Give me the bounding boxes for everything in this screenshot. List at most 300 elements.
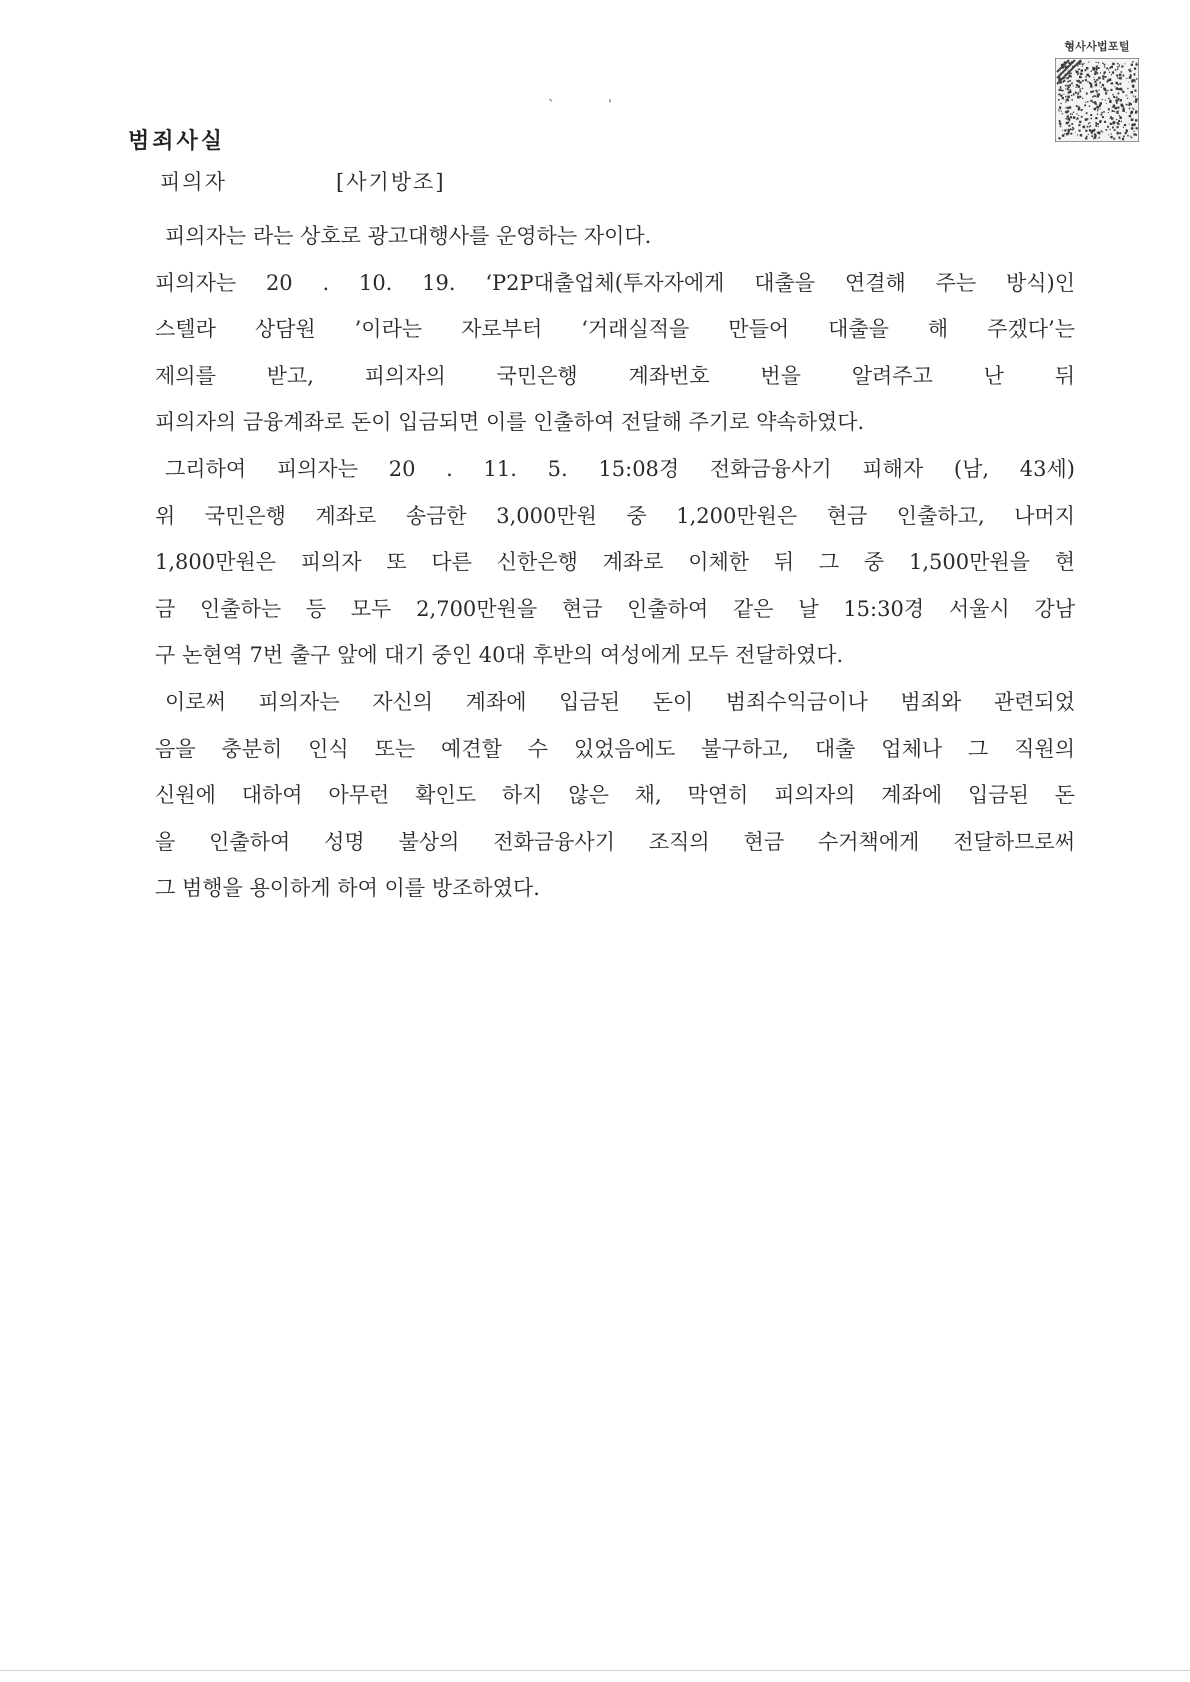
qr-module (1135, 98, 1138, 101)
qr-module (1123, 107, 1125, 109)
qr-module (1107, 126, 1109, 128)
qr-module (1115, 107, 1118, 110)
qr-module (1117, 126, 1119, 128)
qr-module (1127, 88, 1128, 89)
qr-module (1135, 134, 1137, 136)
qr-module (1097, 114, 1098, 115)
qr-module (1073, 86, 1074, 87)
qr-module (1075, 91, 1076, 92)
qr-module (1094, 108, 1097, 111)
qr-module (1133, 109, 1134, 110)
qr-module (1118, 107, 1119, 108)
qr-module (1104, 64, 1106, 66)
body-line: 제의를 받고, 피의자의 국민은행 계좌번호 번을 알려주고 난 뒤 (155, 363, 1075, 388)
qr-module (1065, 85, 1067, 87)
qr-module (1117, 63, 1118, 64)
qr-module (1070, 129, 1072, 131)
qr-module (1060, 126, 1061, 127)
qr-module (1066, 129, 1067, 130)
qr-module (1076, 85, 1078, 87)
qr-module (1085, 130, 1087, 132)
qr-module (1135, 101, 1137, 103)
qr-module (1087, 101, 1088, 102)
qr-module (1072, 114, 1073, 115)
qr-module (1126, 130, 1128, 132)
qr-module (1111, 134, 1112, 135)
qr-module (1065, 111, 1066, 112)
qr-module (1114, 129, 1116, 131)
qr-module (1090, 85, 1092, 87)
qr-module (1060, 86, 1061, 87)
facts-body (155, 213, 1075, 912)
qr-module (1117, 88, 1119, 90)
qr-module (1084, 104, 1086, 106)
qr-module (1134, 68, 1136, 70)
qr-module (1085, 76, 1086, 77)
body-line: 피의자의 금융계좌로 돈이 입금되면 이를 인출하여 전달해 주기로 약속하였다. (155, 410, 865, 435)
qr-module (1096, 62, 1097, 63)
qr-module (1077, 97, 1079, 99)
qr-module (1082, 66, 1083, 67)
qr-module (1110, 129, 1111, 130)
qr-module (1135, 119, 1137, 121)
qr-module (1077, 134, 1078, 135)
qr-module (1091, 132, 1093, 134)
qr-module (1068, 133, 1070, 135)
qr-module (1059, 89, 1061, 91)
qr-module (1077, 65, 1078, 66)
qr-module (1096, 66, 1097, 67)
qr-module (1102, 84, 1103, 85)
qr-module (1105, 92, 1107, 94)
qr-module (1115, 69, 1117, 71)
qr-module (1065, 89, 1066, 90)
qr-module (1133, 101, 1134, 102)
qr-module (1078, 85, 1081, 88)
qr-module (1135, 97, 1136, 98)
qr-module (1058, 99, 1060, 101)
body-line: 피의자는 20 . 10. 19. ‘P2P대출업체(투자자에게 대출을 연결해 주는 방식)인 (155, 270, 1075, 295)
qr-module (1062, 134, 1065, 137)
qr-module (1096, 79, 1098, 81)
qr-module (1087, 118, 1089, 120)
qr-module (1130, 75, 1132, 77)
qr-module (1121, 71, 1122, 72)
qr-module (1130, 112, 1132, 114)
qr-module (1069, 91, 1072, 94)
qr-module (1119, 77, 1122, 80)
qr-module (1062, 113, 1063, 114)
qr-module (1129, 70, 1131, 72)
qr-module (1067, 99, 1069, 101)
qr-module (1095, 135, 1096, 136)
qr-module (1116, 112, 1118, 114)
qr-module (1079, 121, 1081, 123)
qr-module (1091, 118, 1093, 120)
qr-module (1135, 112, 1137, 114)
qr-module (1059, 110, 1060, 111)
body-line: 이로써 피의자는 자신의 계좌에 입금된 돈이 범죄수익금이나 범죄와 관련되었 (165, 689, 1075, 714)
qr-module (1136, 78, 1138, 80)
scan-speck: ˈ (608, 98, 612, 114)
qr-module (1119, 83, 1121, 85)
qr-module (1085, 69, 1087, 71)
qr-module (1116, 97, 1118, 99)
qr-module (1076, 80, 1078, 82)
qr-module (1098, 90, 1099, 91)
qr-module (1105, 76, 1107, 78)
body-line: 피의자는 라는 상호로 광고대행사를 운영하는 자이다. (165, 224, 652, 248)
qr-module (1131, 137, 1133, 139)
qr-module (1112, 63, 1114, 65)
qr-module (1109, 78, 1112, 81)
qr-module (1098, 62, 1099, 63)
qr-module (1084, 63, 1085, 64)
qr-module (1070, 75, 1072, 77)
qr-module (1112, 110, 1114, 112)
qr-module (1096, 84, 1097, 85)
qr-module (1103, 132, 1104, 133)
qr-module (1067, 77, 1069, 79)
qr-module (1076, 113, 1077, 114)
qr-module (1132, 79, 1134, 81)
qr-module (1101, 87, 1102, 88)
qr-module (1127, 95, 1128, 96)
qr-module (1125, 124, 1126, 125)
qr-module (1113, 138, 1115, 140)
qr-module (1095, 103, 1097, 105)
qr-module (1091, 135, 1093, 137)
page-bottom-edge (0, 1670, 1190, 1671)
qr-module (1119, 115, 1120, 116)
qr-module (1102, 99, 1103, 100)
qr-module (1111, 66, 1113, 68)
qr-module (1136, 62, 1137, 63)
qr-module (1085, 137, 1087, 139)
qr-module (1094, 77, 1095, 78)
qr-module (1132, 61, 1133, 62)
qr-module (1131, 91, 1134, 94)
qr-module (1118, 122, 1119, 123)
qr-module (1097, 110, 1098, 111)
qr-module (1089, 105, 1090, 106)
qr-module (1065, 102, 1066, 103)
qr-module (1067, 88, 1069, 90)
qr-module (1062, 97, 1064, 99)
qr-module (1133, 123, 1136, 126)
qr-module (1133, 96, 1134, 97)
qr-module (1079, 130, 1081, 132)
qr-module (1123, 137, 1124, 138)
qr-module (1119, 64, 1120, 65)
qr-module (1067, 96, 1070, 99)
qr-module (1132, 108, 1133, 109)
qr-module (1064, 133, 1065, 134)
qr-module (1094, 81, 1096, 83)
qr-module (1095, 117, 1097, 119)
qr-module (1106, 68, 1107, 69)
qr-module (1077, 117, 1079, 119)
qr-module (1091, 130, 1092, 131)
qr-module (1098, 77, 1101, 80)
qr-module (1060, 103, 1061, 104)
qr-module (1066, 118, 1067, 119)
qr-module (1078, 124, 1080, 126)
qr-module (1119, 137, 1120, 138)
qr-module (1086, 112, 1088, 114)
qr-module (1096, 83, 1097, 84)
qr-module (1082, 80, 1084, 82)
qr-module (1082, 63, 1084, 65)
qr-module (1067, 96, 1068, 97)
qr-module (1060, 88, 1061, 89)
qr-module (1099, 121, 1101, 123)
qr-module (1116, 102, 1118, 104)
qr-module (1089, 122, 1090, 123)
qr-module (1134, 73, 1136, 75)
qr-module (1122, 76, 1123, 77)
qr-module (1111, 82, 1113, 84)
qr-module (1059, 106, 1061, 108)
qr-module (1082, 88, 1083, 89)
qr-module (1108, 134, 1109, 135)
qr-code-icon (1055, 58, 1139, 142)
qr-module (1108, 112, 1109, 113)
qr-module (1120, 99, 1122, 101)
qr-module (1077, 94, 1078, 95)
qr-module (1098, 132, 1101, 135)
qr-module (1103, 73, 1105, 75)
qr-module (1071, 83, 1073, 85)
qr-module (1115, 86, 1116, 87)
qr-module (1124, 63, 1125, 64)
qr-module (1108, 98, 1110, 100)
qr-module (1059, 121, 1061, 123)
qr-module (1093, 91, 1094, 92)
qr-module (1100, 72, 1101, 73)
qr-module (1099, 134, 1100, 135)
qr-module (1098, 67, 1100, 69)
qr-module (1069, 80, 1071, 82)
qr-module (1099, 137, 1100, 138)
qr-module (1117, 69, 1118, 70)
body-line: 그리하여 피의자는 20 . 11. 5. 15:08경 전화금융사기 피해자 (남, 43세) (165, 456, 1075, 481)
qr-module (1121, 66, 1123, 68)
qr-module (1088, 123, 1089, 124)
qr-module (1115, 99, 1118, 102)
qr-module (1109, 101, 1111, 103)
qr-module (1090, 100, 1092, 102)
qr-module (1089, 82, 1091, 84)
qr-module (1119, 138, 1120, 139)
qr-module (1135, 82, 1136, 83)
scan-speck: ˋ (548, 98, 555, 114)
qr-module (1110, 136, 1112, 138)
qr-module (1087, 81, 1088, 82)
qr-module (1085, 79, 1087, 81)
qr-module (1118, 113, 1119, 114)
qr-module (1069, 74, 1070, 75)
qr-module (1114, 111, 1115, 112)
qr-module (1113, 106, 1115, 108)
qr-module (1093, 138, 1094, 139)
qr-module (1080, 89, 1081, 90)
qr-module (1082, 98, 1083, 99)
body-line: 위 국민은행 계좌로 송금한 3,000만원 중 1,200만원은 현금 인출하고, 나머지 (155, 503, 1075, 528)
qr-module (1065, 107, 1066, 108)
qr-module (1112, 122, 1114, 124)
qr-module (1099, 86, 1100, 87)
qr-module (1110, 117, 1112, 119)
qr-module (1071, 99, 1073, 101)
qr-module (1065, 96, 1067, 98)
qr-module (1117, 132, 1119, 134)
qr-module (1096, 107, 1097, 108)
qr-module (1111, 74, 1112, 75)
qr-module (1106, 91, 1107, 92)
qr-module (1063, 94, 1064, 95)
qr-module (1131, 127, 1133, 129)
charge-label: [사기방조] (336, 170, 446, 194)
body-line: 그 범행을 용이하게 하여 이를 방조하였다. (155, 876, 540, 901)
qr-module (1067, 115, 1069, 117)
qr-module (1122, 109, 1125, 112)
qr-module (1101, 112, 1103, 114)
qr-module (1060, 138, 1061, 139)
qr-module (1117, 77, 1118, 78)
qr-module (1129, 115, 1131, 117)
qr-module (1086, 68, 1088, 70)
qr-module (1091, 71, 1092, 72)
qr-module (1126, 104, 1128, 106)
qr-module (1112, 127, 1114, 129)
qr-module (1092, 96, 1094, 98)
qr-module (1067, 81, 1069, 83)
qr-module (1064, 130, 1066, 132)
qr-module (1086, 136, 1088, 138)
qr-module (1096, 72, 1098, 74)
qr-module (1076, 71, 1079, 74)
qr-module (1095, 95, 1097, 97)
qr-module (1070, 89, 1071, 90)
qr-module (1104, 89, 1106, 91)
qr-module (1092, 102, 1094, 104)
qr-module (1113, 96, 1115, 98)
qr-module (1118, 84, 1119, 85)
qr-module (1116, 119, 1117, 120)
qr-module (1135, 96, 1136, 97)
body-line: 음을 충분히 인식 또는 예견할 수 있었음에도 불구하고, 대출 업체나 그 직원의 (155, 736, 1075, 761)
qr-module (1079, 76, 1082, 79)
qr-module (1132, 85, 1134, 87)
qr-module (1122, 138, 1124, 140)
qr-module (1081, 109, 1083, 111)
qr-module (1129, 108, 1131, 110)
qr-module (1107, 90, 1108, 91)
qr-module (1106, 129, 1108, 131)
qr-module (1075, 132, 1076, 133)
qr-module (1095, 125, 1097, 127)
qr-module (1097, 96, 1099, 98)
qr-module (1067, 84, 1068, 85)
qr-module (1105, 100, 1106, 101)
qr-module (1131, 124, 1133, 126)
qr-module (1110, 89, 1112, 91)
qr-module (1117, 66, 1119, 68)
qr-module (1100, 114, 1102, 116)
suspect-charge-line (160, 166, 446, 196)
qr-module (1109, 72, 1110, 73)
qr-module (1076, 87, 1077, 88)
qr-module (1073, 112, 1074, 113)
qr-module (1088, 134, 1089, 135)
qr-module (1090, 125, 1092, 127)
qr-module (1119, 88, 1122, 91)
qr-module (1089, 129, 1091, 131)
qr-module (1081, 69, 1083, 71)
qr-module (1100, 109, 1101, 110)
qr-module (1067, 85, 1069, 87)
qr-module (1134, 128, 1135, 129)
qr-module (1079, 81, 1081, 83)
qr-module (1104, 121, 1105, 122)
qr-module (1086, 93, 1088, 95)
body-line: 구 논현역 7번 출구 앞에 대기 중인 40대 후반의 여성에게 모두 전달하였다. (155, 643, 844, 668)
qr-module (1068, 129, 1070, 131)
qr-module (1062, 90, 1064, 92)
qr-module (1058, 94, 1059, 95)
qr-module (1123, 127, 1124, 128)
qr-module (1112, 71, 1114, 73)
qr-module (1127, 98, 1128, 99)
body-line: 금 인출하는 등 모두 2,700만원을 현금 인출하여 같은 날 15:30경 서울시 강남 (155, 596, 1075, 621)
qr-module (1076, 105, 1078, 107)
qr-module (1136, 63, 1138, 65)
qr-module (1112, 107, 1113, 108)
qr-module (1087, 126, 1089, 128)
qr-module (1070, 113, 1071, 114)
qr-module (1108, 108, 1110, 110)
qr-module (1102, 75, 1104, 77)
qr-module (1088, 62, 1089, 63)
body-line: 스텔라 상담원 ’이라는 자로부터 ‘거래실적을 만들어 대출을 해 주겠다’는 (155, 317, 1075, 342)
qr-module (1073, 93, 1074, 94)
qr-module (1078, 69, 1080, 71)
qr-module (1094, 79, 1095, 80)
qr-module (1096, 105, 1097, 106)
document-heading: 범죄사실 (128, 128, 226, 154)
qr-module (1090, 114, 1092, 116)
qr-module (1126, 78, 1127, 79)
qr-module (1100, 102, 1103, 105)
qr-module (1060, 95, 1062, 97)
qr-module (1125, 132, 1127, 134)
qr-module (1118, 123, 1120, 125)
qr-module (1062, 130, 1063, 131)
suspect-label: 피의자 (160, 170, 227, 194)
qr-module (1102, 63, 1104, 65)
qr-module (1068, 125, 1070, 127)
qr-module (1120, 117, 1122, 119)
qr-module (1106, 103, 1107, 104)
qr-module (1118, 111, 1119, 112)
qr-module (1130, 136, 1131, 137)
qr-module (1136, 127, 1138, 129)
body-line: 신원에 대하여 아무런 확인도 하지 않은 채, 막연히 피의자의 계좌에 입금된 돈 (155, 783, 1075, 808)
qr-module (1073, 116, 1076, 119)
qr-module (1072, 129, 1074, 131)
qr-module (1067, 107, 1070, 110)
